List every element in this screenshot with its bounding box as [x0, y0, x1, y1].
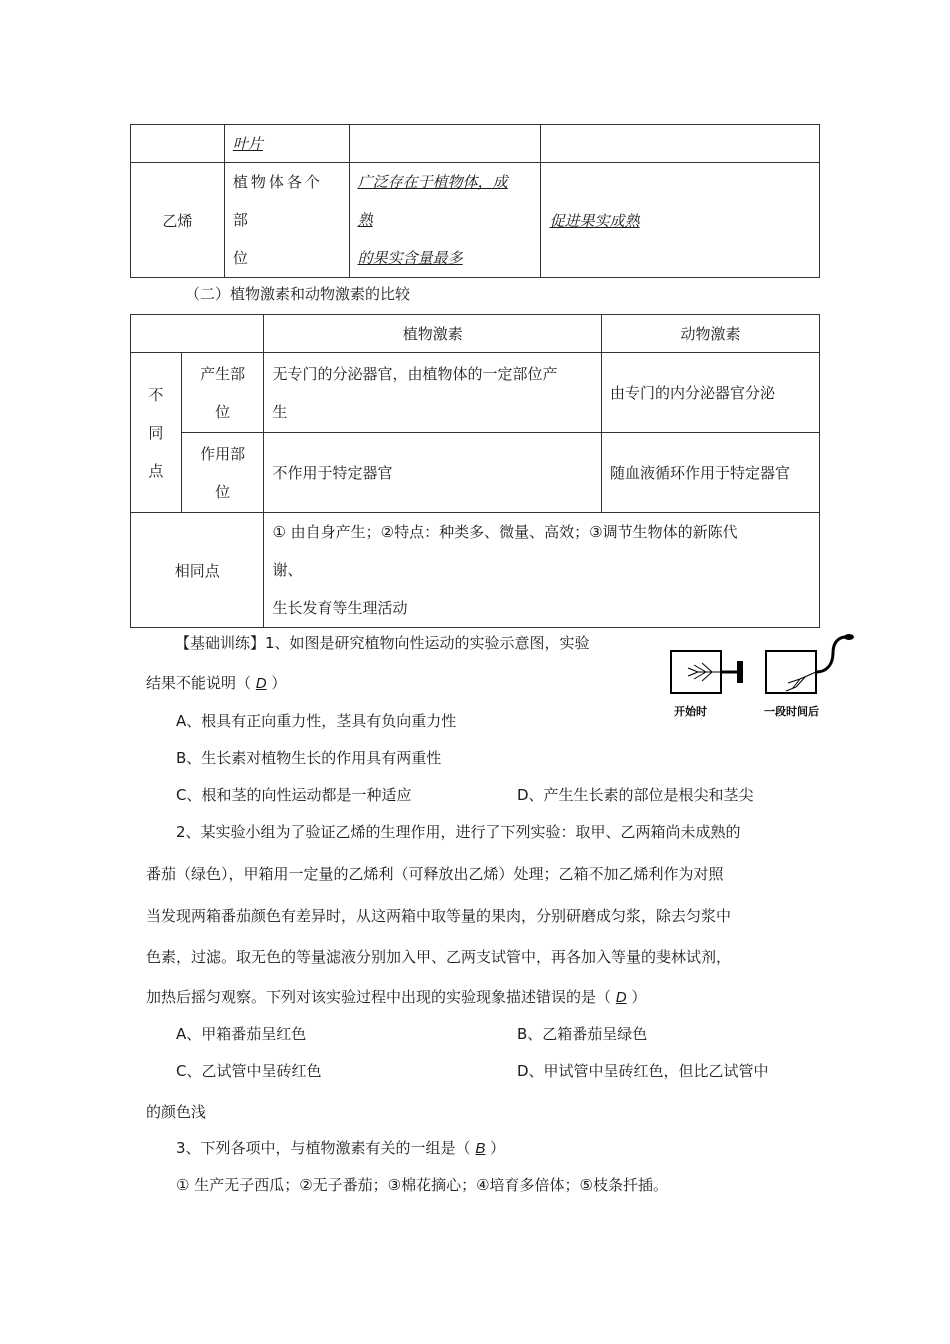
q1-stem-line2: 结果不能说明（ D ） [146, 674, 287, 692]
section-title: （二）植物激素和动物激素的比较 [185, 285, 411, 303]
table2-header-empty [131, 315, 264, 353]
table2-row-produce: 产生部 位 [181, 353, 264, 433]
table1-cell-location: 植物体各个 部 位 [224, 163, 349, 278]
q1-option-d: D、产生生长素的部位是根尖和茎尖 [517, 786, 754, 804]
q2-stem-line5: 加热后摇匀观察。下列对该实验过程中出现的实验现象描述错误的是（ D ） [146, 988, 647, 1006]
table2-header-animal: 动物激素 [601, 315, 819, 353]
q2-stem-line1: 2、某实验小组为了验证乙烯的生理作用，进行了下列实验：取甲、乙两箱尚未成熟的 [176, 823, 741, 841]
table2-produce-plant: 无专门的分泌器官，由植物体的一定部位产 生 [264, 353, 601, 433]
q1-option-b: B、生长素对植物生长的作用具有两重性 [176, 749, 442, 767]
q1-answer: D [255, 675, 267, 692]
table2-header-plant: 植物激素 [264, 315, 601, 353]
table1-cell-distribution: 广泛存在于植物体，成 熟 的果实含量最多 [349, 163, 541, 278]
table2-row-action: 作用部 位 [181, 433, 264, 513]
table2-diff-label: 不 同 点 [131, 353, 182, 513]
table1-hormone-ethylene: 乙烯 [131, 163, 225, 278]
q2-stem-line4: 色素，过滤。取无色的等量滤液分别加入甲、乙两支试管中，再各加入等量的斐林试剂， [146, 948, 732, 966]
q3-stem: 3、下列各项中，与植物激素有关的一组是（ B ） [176, 1139, 506, 1157]
q2-stem-line2: 番茄（绿色），甲箱用一定量的乙烯利（可释放出乙烯）处理；乙箱不加乙烯利作为对照 [146, 865, 724, 883]
table2-produce-animal: 由专门的内分泌器官分泌 [601, 353, 819, 433]
table1-cell-empty [131, 125, 225, 163]
table1-cell-leaf: 叶片 [224, 125, 349, 163]
comparison-table [130, 314, 820, 628]
tropism-diagram [668, 633, 858, 723]
q1-option-a: A、根具有正向重力性，茎具有负向重力性 [176, 712, 457, 730]
table2-same-label: 相同点 [131, 513, 264, 628]
q2-option-d-cont: 的颜色浅 [146, 1103, 207, 1121]
fig-label-start: 开始时 [674, 705, 707, 718]
table2-same-content: ① 由自身产生；②特点：种类多、微量、高效；③调节生物体的新陈代 谢、 生长发育等生理活动 [264, 513, 820, 628]
hormone-table-continued [130, 124, 820, 278]
table1-cell-empty [349, 125, 541, 163]
table2-action-plant: 不作用于特定器官 [264, 433, 601, 513]
q2-option-a: A、甲箱番茄呈红色 [176, 1025, 307, 1043]
tropism-figure [668, 633, 858, 723]
table1-cell-empty [541, 125, 820, 163]
q2-option-d: D、甲试管中呈砖红色，但比乙试管中 [517, 1062, 769, 1080]
q2-stem-line3: 当发现两箱番茄颜色有差异时，从这两箱中取等量的果肉，分别研磨成匀浆，除去匀浆中 [146, 907, 732, 925]
fig-label-after: 一段时间后 [764, 705, 819, 718]
q1-stem-line1: 【基础训练】1、如图是研究植物向性运动的实验示意图，实验 [175, 634, 590, 652]
q2-option-c: C、乙试管中呈砖红色 [176, 1062, 322, 1080]
q3-items: ① 生产无子西瓜；②无子番茄；③棉花摘心；④培育多倍体；⑤枝条扦插。 [176, 1176, 669, 1194]
q3-answer: B [475, 1140, 486, 1157]
q1-option-c: C、根和茎的向性运动都是一种适应 [176, 786, 412, 804]
table2-action-animal: 随血液循环作用于特定器官 [601, 433, 819, 513]
table1-cell-function: 促进果实成熟 [541, 163, 820, 278]
q2-answer: D [615, 989, 627, 1006]
q2-option-b: B、乙箱番茄呈绿色 [517, 1025, 648, 1043]
